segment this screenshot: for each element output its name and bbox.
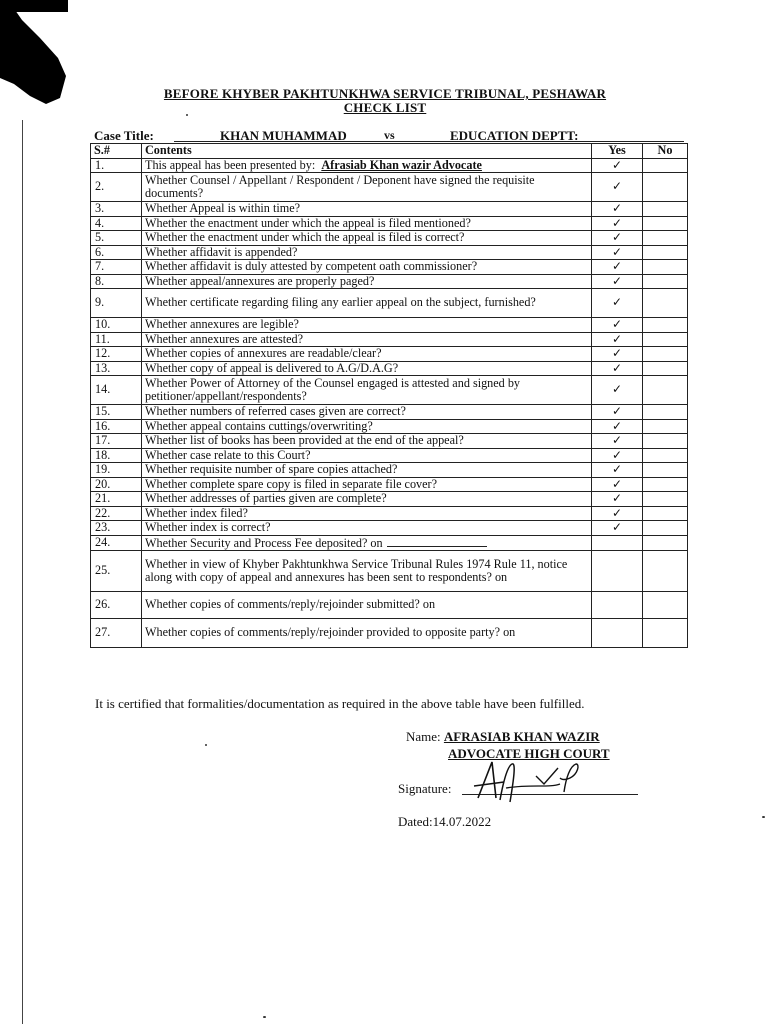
check-mark-icon: ✓ <box>611 273 623 288</box>
no-cell <box>643 289 688 318</box>
row-contents <box>142 376 592 405</box>
row-contents <box>142 477 592 492</box>
row-contents <box>142 592 592 619</box>
no-cell <box>643 434 688 449</box>
no-cell <box>643 332 688 347</box>
check-mark-icon: ✓ <box>611 476 623 491</box>
handwritten-signature <box>470 758 590 806</box>
row-question: Whether Security and Process Fee deposited? on <box>145 535 383 550</box>
row-serial: 9. <box>91 289 142 318</box>
check-mark-icon: ✓ <box>611 404 623 418</box>
row-serial: 12. <box>91 347 142 362</box>
dated-value: 14.07.2022 <box>432 814 492 829</box>
no-cell <box>643 260 688 275</box>
yes-cell <box>592 361 643 376</box>
no-cell <box>643 173 688 202</box>
table-row <box>91 274 688 289</box>
row-serial: 18. <box>91 448 142 463</box>
yes-cell <box>592 173 643 202</box>
scan-speck <box>205 744 207 746</box>
no-cell <box>643 231 688 246</box>
yes-cell <box>592 477 643 492</box>
check-mark-icon: ✓ <box>611 433 623 447</box>
row-question: Whether numbers of referred cases given are correct? <box>145 404 406 418</box>
scan-left-edge <box>22 120 23 1024</box>
row-question: Whether copies of comments/reply/rejoinder submitted? on <box>145 597 436 612</box>
table-row <box>91 245 688 260</box>
check-mark-icon: ✓ <box>611 520 623 534</box>
table-row <box>91 260 688 275</box>
check-mark-icon: ✓ <box>611 179 623 194</box>
date-blank-line <box>387 536 487 547</box>
row-serial: 15. <box>91 405 142 420</box>
yes-cell <box>592 448 643 463</box>
table-row <box>91 289 688 318</box>
row-question: Whether appeal contains cuttings/overwriting? <box>145 418 373 433</box>
row-serial: 14. <box>91 376 142 405</box>
no-cell <box>643 158 688 173</box>
row-contents <box>142 173 592 202</box>
row-contents <box>142 405 592 420</box>
row-contents <box>142 535 592 551</box>
table-row <box>91 173 688 202</box>
signatory-title: ADVOCATE HIGH COURT <box>448 746 610 761</box>
row-serial: 4. <box>91 216 142 231</box>
no-cell <box>643 448 688 463</box>
row-question: Whether affidavit is appended? <box>145 244 298 259</box>
yes-cell <box>592 521 643 536</box>
row-serial: 1. <box>91 158 142 173</box>
signatory-name: AFRASIAB KHAN WAZIR <box>443 729 600 744</box>
table-row <box>91 376 688 405</box>
yes-cell <box>592 492 643 507</box>
table-row <box>91 592 688 619</box>
table-row <box>91 477 688 492</box>
check-mark-icon: ✓ <box>611 201 623 215</box>
no-cell <box>643 592 688 619</box>
no-cell <box>643 376 688 405</box>
no-cell <box>643 463 688 478</box>
row-question: Whether certificate regarding filing any earlier appeal on the subject, furnished? <box>145 295 536 310</box>
check-mark-icon: ✓ <box>611 346 623 360</box>
no-cell <box>643 361 688 376</box>
row-question: Whether annexures are attested? <box>145 331 304 346</box>
header-sn: S.# <box>91 144 142 159</box>
row-question: Whether copies of comments/reply/rejoinder provided to opposite party? on <box>145 625 516 640</box>
row-question: Whether the enactment under which the appeal is filed mentioned? <box>145 215 471 230</box>
row-contents <box>142 619 592 648</box>
row-question: Whether appeal/annexures are properly paged? <box>145 273 375 288</box>
no-cell <box>643 405 688 420</box>
yes-cell <box>592 274 643 289</box>
row-contents <box>142 158 592 173</box>
yes-cell <box>592 376 643 405</box>
header-no: No <box>643 144 688 159</box>
table-row <box>91 448 688 463</box>
yes-cell <box>592 245 643 260</box>
row-contents <box>142 521 592 536</box>
row-contents <box>142 216 592 231</box>
check-mark-icon: ✓ <box>611 447 623 462</box>
row-contents <box>142 506 592 521</box>
check-mark-icon: ✓ <box>611 157 623 172</box>
row-serial: 23. <box>91 521 142 536</box>
signature-label: Signature: <box>398 781 452 796</box>
no-cell <box>643 551 688 592</box>
row-contents <box>142 318 592 333</box>
check-mark-icon: ✓ <box>611 382 623 397</box>
row-contents <box>142 332 592 347</box>
row-contents <box>142 202 592 217</box>
header-yes: Yes <box>592 144 643 159</box>
table-row <box>91 405 688 420</box>
row-serial: 13. <box>91 361 142 376</box>
row-question: Whether copies of annexures are readable/clear? <box>145 346 382 360</box>
yes-cell <box>592 202 643 217</box>
row-serial: 8. <box>91 274 142 289</box>
name-label: Name: <box>406 729 441 744</box>
check-mark-icon: ✓ <box>611 462 623 476</box>
row-question: Whether list of books has been provided at the end of the appeal? <box>145 433 464 447</box>
check-mark-icon: ✓ <box>611 215 623 230</box>
signatory-name-row <box>406 729 600 745</box>
no-cell <box>643 216 688 231</box>
row-question: Whether index filed? <box>145 505 248 520</box>
row-serial: 10. <box>91 318 142 333</box>
row-contents <box>142 231 592 246</box>
row-serial: 11. <box>91 332 142 347</box>
table-row <box>91 434 688 449</box>
table-row <box>91 492 688 507</box>
table-row <box>91 419 688 434</box>
row-question: Whether requisite number of spare copies attached? <box>145 462 398 476</box>
row-contents <box>142 448 592 463</box>
scan-speck <box>762 816 765 818</box>
row-question: Whether case relate to this Court? <box>145 447 311 462</box>
row-contents <box>142 434 592 449</box>
yes-cell <box>592 318 643 333</box>
row-serial: 5. <box>91 231 142 246</box>
no-cell <box>643 477 688 492</box>
certification-text: It is certified that formalities/documentation as required in the above table have been fulfilled. <box>95 696 585 711</box>
no-cell <box>643 506 688 521</box>
header-contents: Contents <box>142 144 592 159</box>
checklist-body <box>91 158 688 648</box>
row-question: Whether annexures are legible? <box>145 317 299 331</box>
check-mark-icon: ✓ <box>611 295 623 310</box>
table-row <box>91 332 688 347</box>
table-row <box>91 158 688 173</box>
row-contents <box>142 274 592 289</box>
case-respondent: EDUCATION DEPTT: <box>450 128 579 143</box>
dated-label: Dated: <box>398 814 433 829</box>
row-contents <box>142 419 592 434</box>
row-serial: 3. <box>91 202 142 217</box>
yes-cell <box>592 289 643 318</box>
check-mark-icon: ✓ <box>611 418 623 433</box>
yes-cell <box>592 506 643 521</box>
row-question: Whether copy of appeal is delivered to A.G/D.A.G? <box>145 360 399 375</box>
check-mark-icon: ✓ <box>611 331 623 346</box>
row-question: Whether in view of Khyber Pakhtunkhwa Service Tribunal Rules 1974 Rule 11, notice along with copy of appeal and annexures has been sent to respondents? on <box>145 556 568 584</box>
case-title-label: Case Title: <box>94 128 154 143</box>
row-serial: 25. <box>91 551 142 592</box>
table-row <box>91 202 688 217</box>
check-mark-icon: ✓ <box>611 505 623 520</box>
table-row <box>91 347 688 362</box>
checklist-heading: CHECK LIST <box>343 100 427 115</box>
row-serial: 16. <box>91 419 142 434</box>
check-mark-icon: ✓ <box>611 317 623 331</box>
case-appellant: KHAN MUHAMMAD <box>220 128 347 143</box>
table-row <box>91 521 688 536</box>
tribunal-heading: BEFORE KHYBER PAKHTUNKHWA SERVICE TRIBUNAL, PESHAWAR <box>163 86 607 101</box>
no-cell <box>643 202 688 217</box>
row-question: Whether Power of Attorney of the Counsel engaged is attested and signed by petitioner/appellant/respondents? <box>145 375 521 403</box>
row-contents <box>142 463 592 478</box>
scan-speck <box>263 1016 266 1018</box>
no-cell <box>643 419 688 434</box>
check-mark-icon: ✓ <box>611 491 623 505</box>
row-serial: 20. <box>91 477 142 492</box>
row-contents <box>142 260 592 275</box>
table-row <box>91 506 688 521</box>
yes-cell <box>592 434 643 449</box>
case-vs: vs <box>384 128 395 142</box>
no-cell <box>643 535 688 551</box>
yes-cell <box>592 347 643 362</box>
table-row <box>91 231 688 246</box>
row-contents <box>142 347 592 362</box>
row-contents <box>142 361 592 376</box>
row-serial: 27. <box>91 619 142 648</box>
table-row <box>91 318 688 333</box>
row-serial: 19. <box>91 463 142 478</box>
check-mark-icon: ✓ <box>611 230 623 244</box>
table-row <box>91 619 688 648</box>
yes-cell <box>592 158 643 173</box>
yes-cell <box>592 419 643 434</box>
row-question: This appeal has been presented by: <box>145 157 316 172</box>
no-cell <box>643 245 688 260</box>
row-question: Whether Appeal is within time? <box>145 201 301 215</box>
checklist-table <box>90 143 688 648</box>
row-question: Whether Counsel / Appellant / Respondent / Deponent have signed the requisite documents? <box>145 172 535 200</box>
yes-cell <box>592 216 643 231</box>
row-serial: 2. <box>91 173 142 202</box>
no-cell <box>643 492 688 507</box>
no-cell <box>643 347 688 362</box>
row-serial: 6. <box>91 245 142 260</box>
table-row <box>91 463 688 478</box>
row-contents <box>142 245 592 260</box>
no-cell <box>643 318 688 333</box>
yes-cell <box>592 619 643 648</box>
row-serial: 26. <box>91 592 142 619</box>
dated-row <box>398 814 491 830</box>
row-serial: 17. <box>91 434 142 449</box>
row-contents <box>142 551 592 592</box>
row-contents <box>142 289 592 318</box>
yes-cell <box>592 405 643 420</box>
yes-cell <box>592 592 643 619</box>
row-contents <box>142 492 592 507</box>
yes-cell <box>592 332 643 347</box>
table-header-row <box>91 144 688 159</box>
row-question: Whether index is correct? <box>145 520 271 534</box>
check-mark-icon: ✓ <box>611 244 623 259</box>
presented-by-value: Afrasiab Khan wazir Advocate <box>321 157 482 172</box>
table-row <box>91 535 688 551</box>
no-cell <box>643 619 688 648</box>
table-row <box>91 361 688 376</box>
row-question: Whether addresses of parties given are complete? <box>145 491 387 505</box>
row-serial: 24. <box>91 535 142 551</box>
table-row <box>91 216 688 231</box>
yes-cell <box>592 551 643 592</box>
no-cell <box>643 521 688 536</box>
yes-cell <box>592 463 643 478</box>
row-serial: 7. <box>91 260 142 275</box>
row-question: Whether affidavit is duly attested by competent oath commissioner? <box>145 259 478 273</box>
row-question: Whether complete spare copy is filed in separate file cover? <box>145 476 438 491</box>
check-mark-icon: ✓ <box>611 259 623 273</box>
row-question: Whether the enactment under which the appeal is filed is correct? <box>145 230 465 244</box>
yes-cell <box>592 260 643 275</box>
check-mark-icon: ✓ <box>611 360 623 375</box>
no-cell <box>643 274 688 289</box>
case-title-row <box>94 128 684 143</box>
yes-cell <box>592 535 643 551</box>
table-row <box>91 551 688 592</box>
yes-cell <box>592 231 643 246</box>
row-serial: 21. <box>91 492 142 507</box>
row-serial: 22. <box>91 506 142 521</box>
